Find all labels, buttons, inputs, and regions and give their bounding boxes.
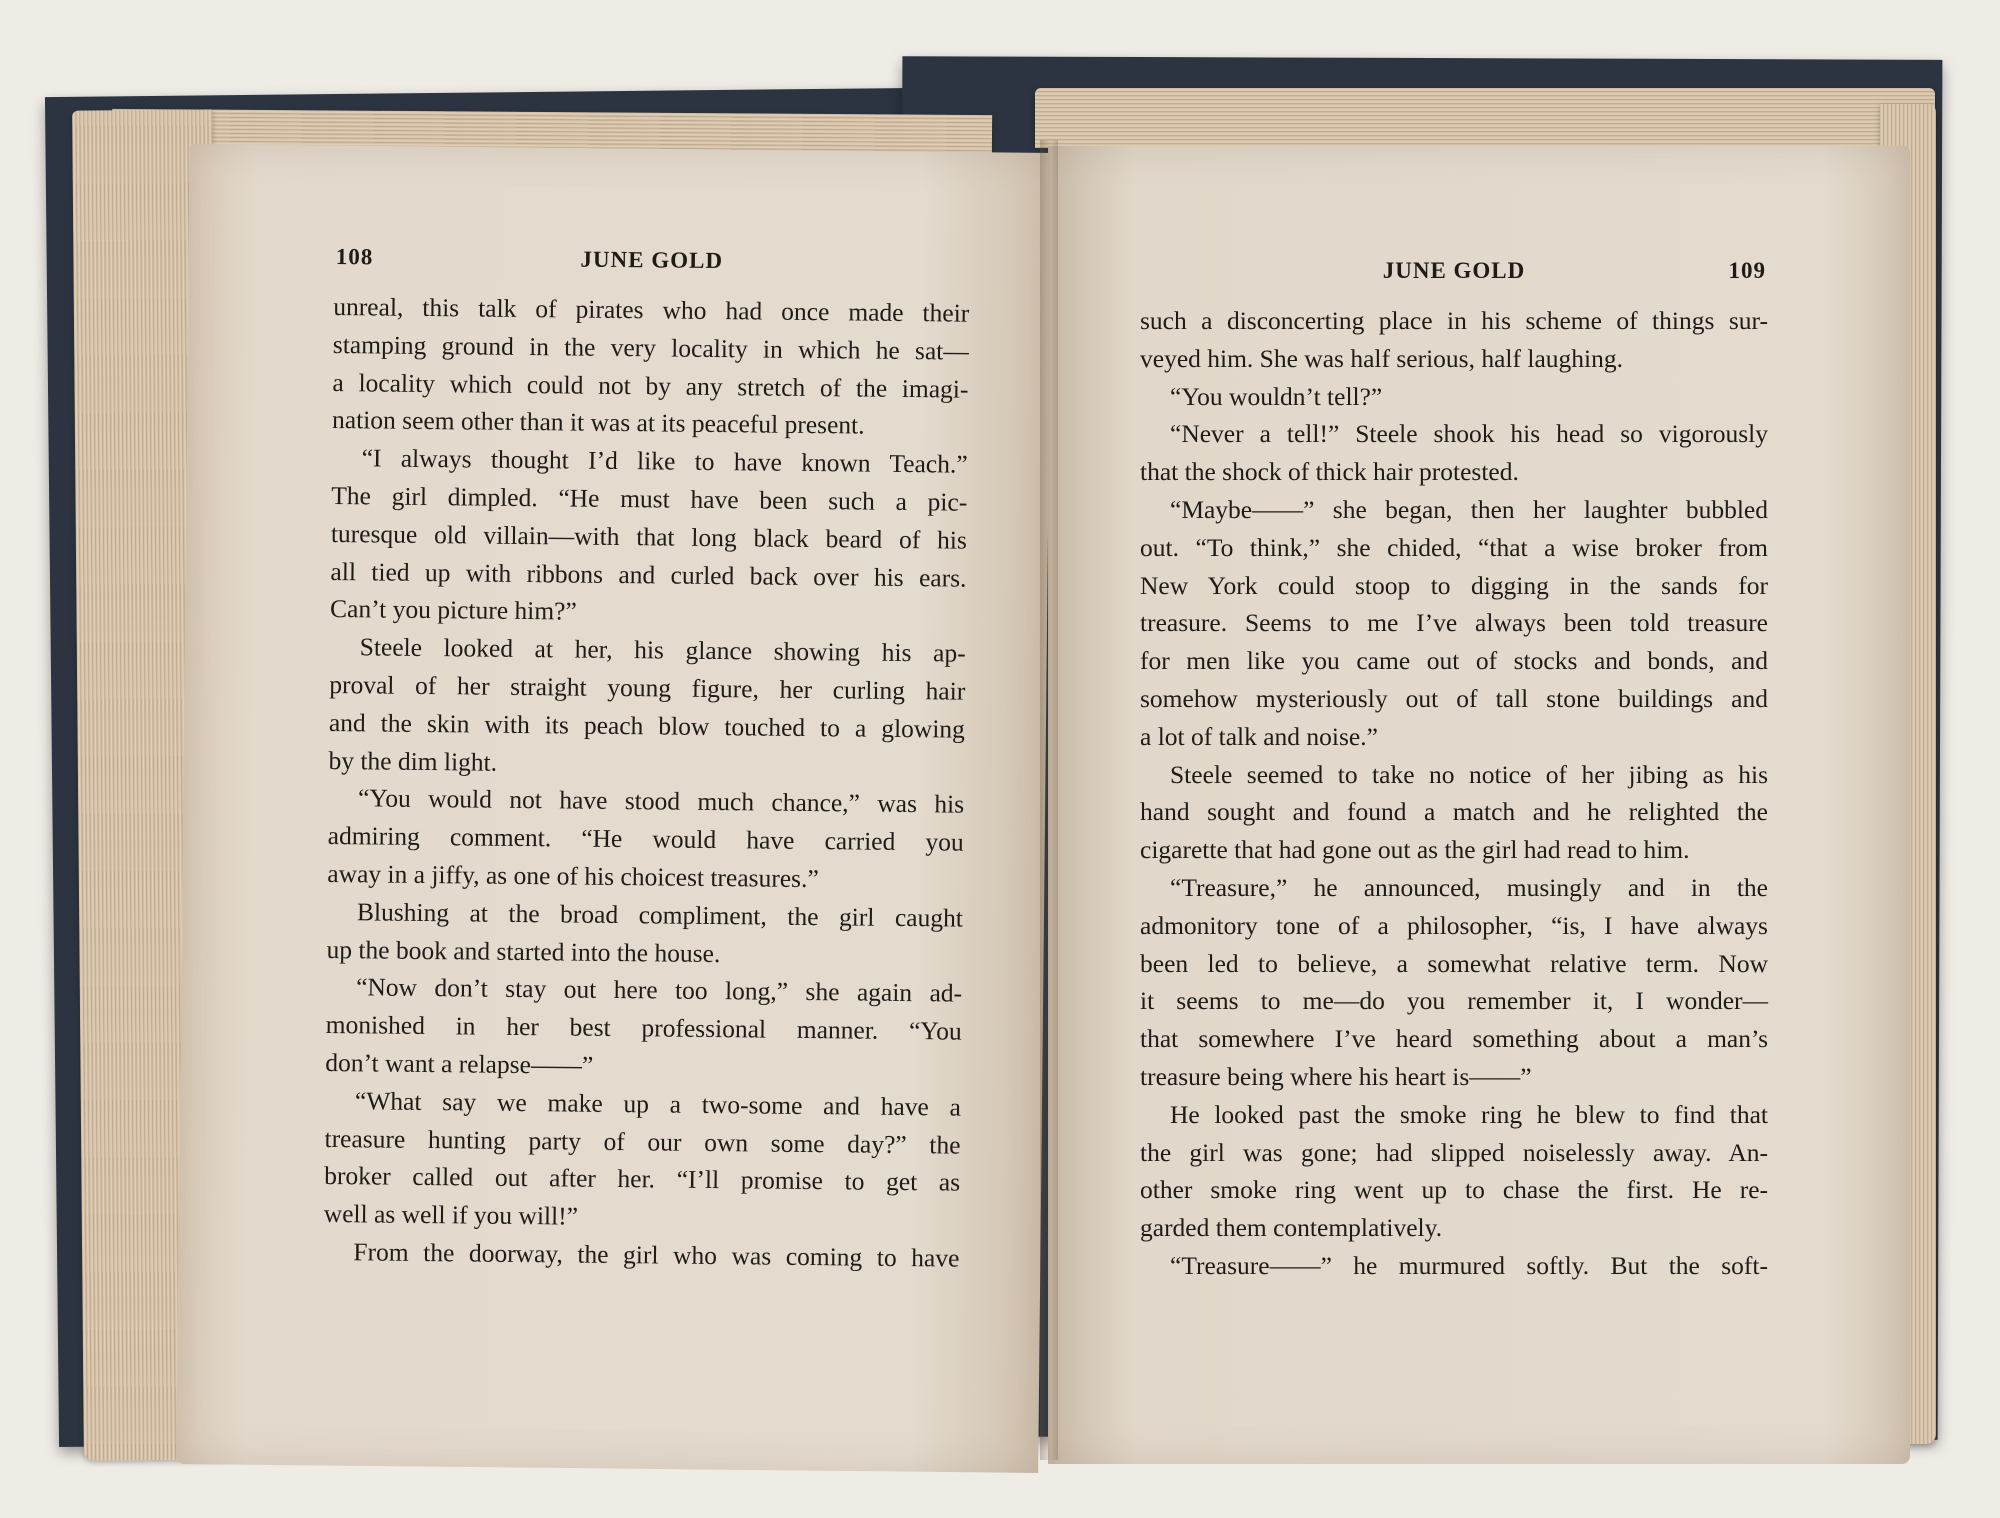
- text-line: other smoke ring went up to chase the first. He re-: [1140, 1175, 1768, 1205]
- text-line: out. “To think,” she chided, “that a wise broker from: [1140, 532, 1768, 562]
- text-line: “Never a tell!” Steele shook his head so vigorously: [1170, 419, 1768, 449]
- text-line: been led to believe, a somewhat relative term. Now: [1140, 948, 1768, 978]
- text-line: nation seem other than it was at its peaceful present.: [331, 405, 865, 440]
- text-line: all tied up with ribbons and curled back over his ears.: [330, 556, 967, 593]
- text-line: don’t want a relapse——”: [325, 1047, 594, 1080]
- right-page-text: [1140, 252, 1768, 1285]
- text-line: such a disconcerting place in his scheme of things sur-: [1140, 306, 1768, 335]
- text-line: Steele seemed to take no notice of her jibing as his: [1170, 759, 1768, 789]
- text-line: a lot of talk and noise.”: [1140, 721, 1378, 751]
- text-line: for men like you came out of stocks and bonds, and: [1140, 646, 1768, 676]
- text-line: Blushing at the broad compliment, the girl caught: [356, 897, 964, 933]
- text-line: treasure hunting party of our own some day?” the: [324, 1123, 961, 1160]
- text-line: cigarette that had gone out as the girl had read to him.: [1140, 835, 1690, 865]
- text-line: stamping ground in the very locality in which he sat—: [332, 329, 970, 366]
- text-line: veyed him. She was half serious, half laughing.: [1140, 343, 1623, 373]
- text-line: admonitory tone of a philosopher, “is, I have always: [1140, 910, 1768, 940]
- text-line: that the shock of thick hair protested.: [1140, 457, 1519, 487]
- text-line: and the skin with its peach blow touched to a glowing: [328, 707, 966, 744]
- text-line: turesque old villain—with that long black beard of his: [330, 518, 968, 555]
- page-number: 109: [1728, 258, 1766, 283]
- text-line: treasure. Seems to me I’ve always been told treasure: [1140, 608, 1768, 638]
- text-line: proval of her straight young figure, her curling hair: [329, 669, 966, 706]
- text-line: it seems to me—do you remember it, I wonder—: [1140, 986, 1768, 1016]
- text-line: somehow mysteriously out of tall stone buildings and: [1140, 683, 1768, 713]
- text-line: “You would not have stood much chance,” was his: [357, 783, 965, 819]
- page-edges-top-right: [1035, 88, 1935, 148]
- text-line: admiring comment. “He would have carried you: [327, 821, 964, 857]
- text-line: From the doorway, the girl who was coming to have: [353, 1237, 960, 1273]
- text-line: unreal, this talk of pirates who had once made their: [333, 291, 970, 328]
- running-head: JUNE GOLD: [580, 246, 724, 274]
- text-line: hand sought and found a match and he relighted the: [1140, 797, 1768, 827]
- text-line: Steele looked at her, his glance showing his ap-: [359, 632, 966, 668]
- text-line: “Treasure,” he announced, musingly and in the: [1170, 872, 1768, 902]
- text-line: the girl was gone; had slipped noiselessly away. An-: [1140, 1137, 1768, 1167]
- text-line: “Maybe——” she began, then her laughter bubbled: [1170, 494, 1768, 524]
- left-page-text: [323, 238, 970, 1277]
- text-line: garded them contemplatively.: [1140, 1213, 1443, 1243]
- text-line: a locality which could not by any stretch of the imagi-: [332, 367, 969, 404]
- text-line: “What say we make up a two-some and have a: [354, 1086, 962, 1122]
- text-line: broker called out after her. “I’ll promise to get as: [324, 1161, 961, 1197]
- text-line: “You wouldn’t tell?”: [1170, 381, 1383, 411]
- text-line: “Now don’t stay out here too long,” she again ad-: [356, 972, 963, 1008]
- right-page-body: [1140, 302, 1768, 1285]
- text-line: Can’t you picture him?”: [329, 594, 577, 626]
- text-line: that somewhere I’ve heard something about a man’s: [1140, 1024, 1768, 1054]
- text-line: treasure being where his heart is——”: [1140, 1061, 1532, 1091]
- page-number: 108: [335, 244, 374, 270]
- running-head: JUNE GOLD: [1382, 258, 1526, 283]
- book-gutter: [1040, 140, 1058, 1460]
- text-line: “I always thought I’d like to have known Teach.”: [361, 443, 968, 479]
- text-line: well as well if you will!”: [323, 1199, 579, 1231]
- text-line: away in a jiffy, as one of his choicest treasures.”: [327, 858, 819, 894]
- text-line: monished in her best professional manner. “You: [325, 1010, 962, 1046]
- right-page-header: [1140, 252, 1768, 302]
- text-line: up the book and started into the house.: [326, 934, 721, 968]
- text-line: New York could stoop to digging in the sands for: [1140, 570, 1768, 600]
- text-line: The girl dimpled. “He must have been such a pic-: [331, 480, 968, 517]
- left-page-body: [323, 288, 969, 1277]
- text-line: by the dim light.: [328, 745, 498, 777]
- left-page-header: [333, 238, 969, 295]
- text-line: He looked past the smoke ring he blew to find that: [1170, 1099, 1768, 1129]
- text-line: “Treasure——” he murmured softly. But the soft-: [1170, 1250, 1768, 1280]
